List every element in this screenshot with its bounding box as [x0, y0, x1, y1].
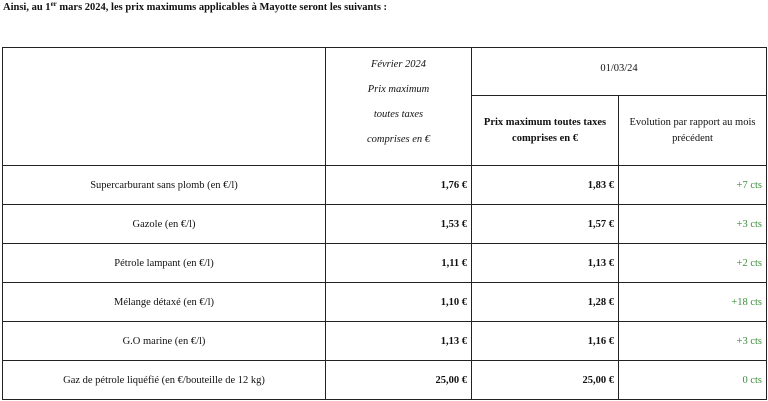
table-row	[3, 283, 767, 322]
product-cell: Mélange détaxé (en €/l)	[3, 283, 326, 322]
table-row	[3, 244, 767, 283]
previous-price-cell: 1,53 €	[326, 205, 472, 244]
product-cell: Gaz de pétrole liquéfié (en €/bouteille de 12 kg)	[3, 361, 326, 400]
new-price-cell: 1,28 €	[472, 283, 619, 322]
product-cell: Supercarburant sans plomb (en €/l)	[3, 166, 326, 205]
header-prev-line-3: toutes taxes	[373, 109, 424, 120]
header-new-date: 01/03/24	[472, 48, 767, 96]
header-evolution-line-1: Evolution par rapport au mois	[629, 116, 756, 128]
header-row-top	[3, 48, 767, 96]
intro-before: Ainsi, au 1	[3, 2, 51, 13]
header-empty-cell	[3, 48, 326, 166]
header-new-price-line-2: comprises en €	[512, 132, 578, 144]
new-price-cell: 1,13 €	[472, 244, 619, 283]
intro-sup: er	[50, 0, 57, 8]
header-prev-line-1: Février 2024	[370, 59, 427, 70]
table-row	[3, 361, 767, 400]
header-prev-line-4: comprises en €	[367, 134, 430, 145]
previous-price-cell: 1,13 €	[326, 322, 472, 361]
new-price-cell: 25,00 €	[472, 361, 619, 400]
intro-after: mars 2024, les prix maximums applicables à Mayotte seront les suivants :	[56, 2, 388, 13]
header-new-price-line-1: Prix maximum toutes taxes	[483, 116, 607, 128]
product-cell: Gazole (en €/l)	[3, 205, 326, 244]
new-price-cell: 1,83 €	[472, 166, 619, 205]
table-row	[3, 322, 767, 361]
table-row	[3, 166, 767, 205]
previous-price-cell: 1,10 €	[326, 283, 472, 322]
header-prev-line-2: Prix maximum	[367, 84, 430, 95]
header-new-price	[472, 96, 619, 166]
previous-price-cell: 1,11 €	[326, 244, 472, 283]
evolution-cell: +3 cts	[619, 205, 767, 244]
new-price-cell: 1,57 €	[472, 205, 619, 244]
evolution-cell: +18 cts	[619, 283, 767, 322]
table-row	[3, 205, 767, 244]
evolution-cell: 0 cts	[619, 361, 767, 400]
product-cell: Pétrole lampant (en €/l)	[3, 244, 326, 283]
header-previous-month	[326, 48, 472, 166]
price-table	[2, 47, 767, 400]
evolution-cell: +2 cts	[619, 244, 767, 283]
previous-price-cell: 25,00 €	[326, 361, 472, 400]
previous-price-cell: 1,76 €	[326, 166, 472, 205]
intro-sentence	[3, 0, 387, 13]
new-price-cell: 1,16 €	[472, 322, 619, 361]
evolution-cell: +7 cts	[619, 166, 767, 205]
header-evolution	[619, 96, 767, 166]
evolution-cell: +3 cts	[619, 322, 767, 361]
product-cell: G.O marine (en €/l)	[3, 322, 326, 361]
header-evolution-line-2: précédent	[672, 132, 713, 144]
